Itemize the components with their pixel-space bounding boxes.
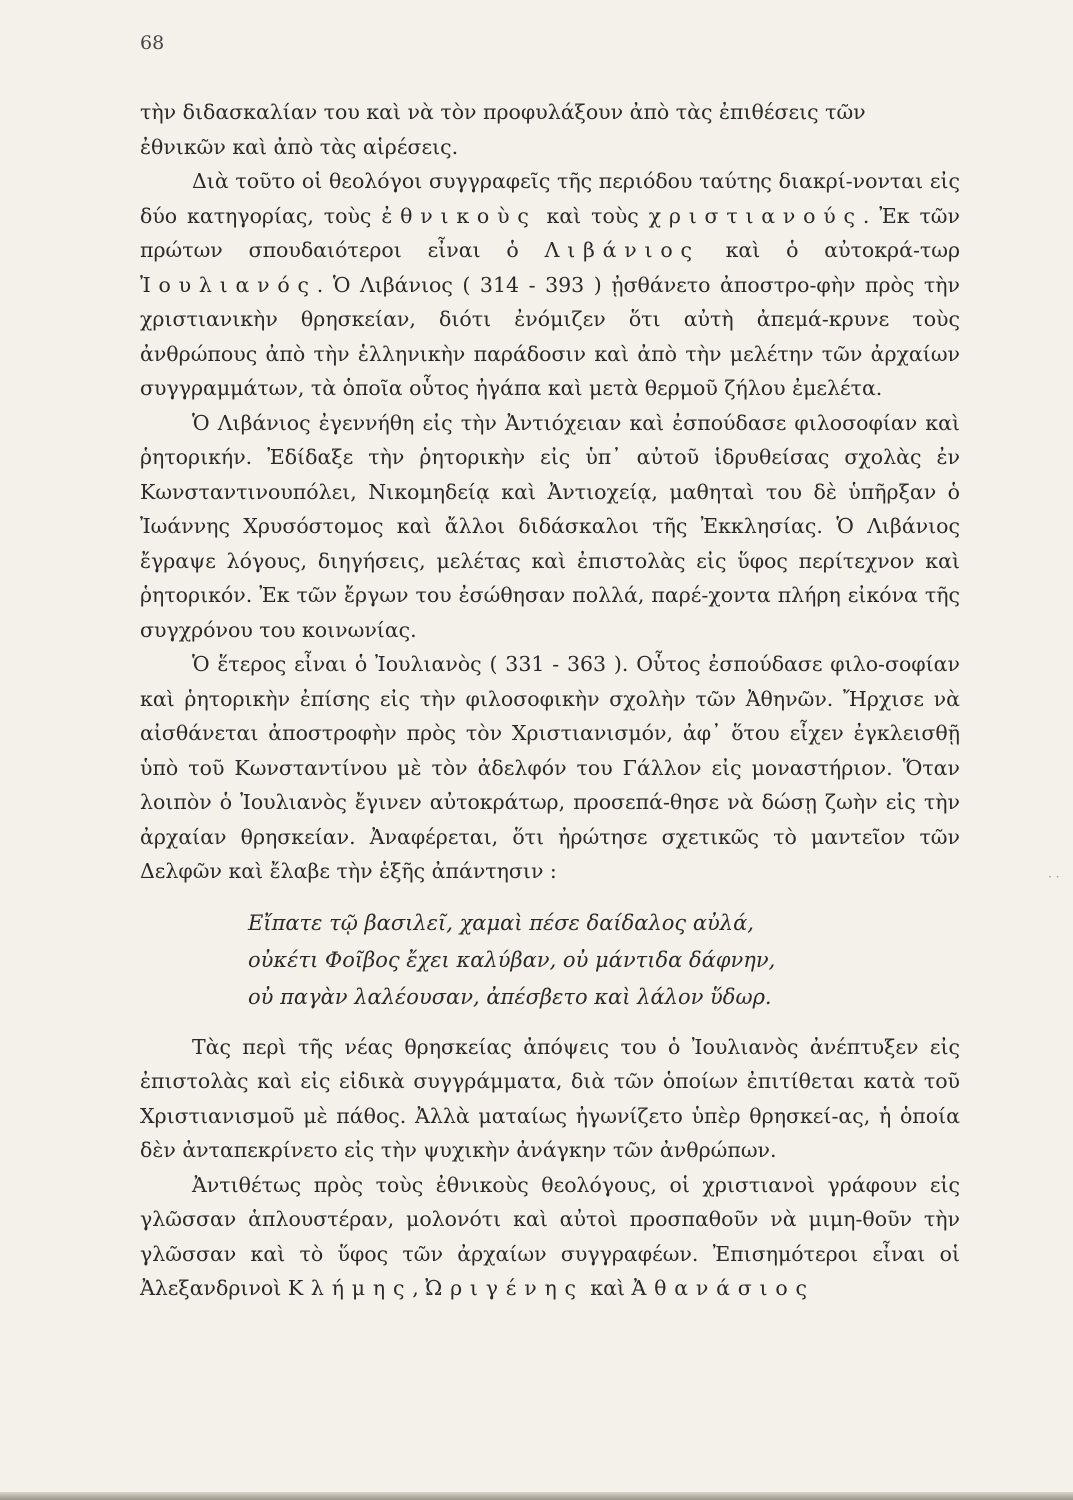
page-bottom-edge <box>0 1492 1073 1500</box>
paragraph-1-line-1: τὴν διδασκαλίαν του καὶ νὰ τὸν προφυλάξουν ἀπὸ τὰς ἐπιθέσεις τῶν <box>140 100 866 124</box>
paragraph-2 <box>140 164 960 406</box>
name-ioulianos: Ἰουλιανός <box>140 272 317 297</box>
paragraph-1 <box>140 95 960 164</box>
name-origenes: Ὠριγένης <box>425 1276 584 1300</box>
page-number: 68 <box>140 32 165 54</box>
paragraph-3: Ὁ Λιβάνιος ἐγεννήθη εἰς τὴν Ἀντιόχειαν καὶ ἐσπούδασε φιλοσοφίαν καὶ ῥητορικήν. Ἐδίδαξε τὴν ῥητορικὴν εἰς ὑπ᾽ αὐτοῦ ἱδρυθείσας σχολὰς ἐν Κωνσταντινουπόλει, Νικομηδείᾳ καὶ Ἀντιοχείᾳ, μαθηταὶ του δὲ ὑπῆρξαν ὁ Ἰωάννης Χρυσόστομος καὶ ἄλλοι διδάσκαλοι τῆς Ἐκκλησίας. Ὁ Λιβάνιος ἔγραψε λόγους, διηγήσεις, μελέτας καὶ ἐπιστολὰς εἰς ὕφος περίτεχνον καὶ ῥητορικόν. Ἐκ τῶν ἔργων του ἐσώθησαν πολλά, παρέ-χοντα πλήρη εἰκόνα τῆς συγχρόνου του κοινωνίας. <box>140 410 960 642</box>
p6-text-b: , <box>412 1276 426 1300</box>
paragraph-5: Τὰς περὶ τῆς νέας θρησκείας ἀπόψεις του ὁ Ἰουλιανὸς ἀνέπτυξεν εἰς ἐπιστολὰς καὶ εἰς εἰδικὰ συγγράμματα, διὰ τῶν ὁποίων ἐπιτίθεται κατὰ τοῦ Χριστιανισμοῦ μὲ πάθος. Ἀλλὰ ματαίως ἠγωνίζετο ὑπὲρ θρησκεί-ας, ἡ ὁποία δὲν ἀνταπεκρίνετο εἰς τὴν ψυχικὴν ἀνάγκην τῶν ἀνθρώπων. <box>140 1034 960 1162</box>
oracle-poem <box>248 905 960 1016</box>
p2-text-b: καὶ τοὺς <box>536 203 649 228</box>
p2-text-d: καὶ ὁ αὐτοκρά-τωρ <box>699 238 960 262</box>
p2-text-a: Διὰ τοῦτο οἱ θεολόγοι συγγραφεῖς τῆς περιόδου ταύτης διακρί-νονται εἰς δύο κατηγορίας, τοὺς <box>140 169 960 228</box>
name-libanios: Λιβάνιος <box>544 238 700 262</box>
name-klemes: Κλήμης <box>287 1276 413 1300</box>
term-christianous: χριστιανούς <box>648 203 863 228</box>
p2-text-c: . Ἐκ τῶν πρώτων σπουδαιότεροι εἶναι ὁ <box>140 203 960 262</box>
poem-line-2: οὐκέτι Φοῖβος ἔχει καλύβαν, οὐ μάντιδα δάφνην, <box>248 947 776 972</box>
body-text <box>140 95 960 1306</box>
paragraph-6 <box>140 1168 960 1306</box>
poem-line-1: Εἴπατε τῷ βασιλεῖ, χαμαὶ πέσε δαίδαλος αὐλά, <box>248 910 754 935</box>
margin-mark: · · <box>1048 870 1060 884</box>
p2-text-e: . Ὁ Λιβάνιος ( 314 - 393 ) ᾐσθάνετο ἀποστρο-φὴν πρὸς τὴν χριστιανικὴν θρησκείαν, διότι ἐνόμιζεν ὅτι αὐτὴ ἀπεμά-κρυνε τοὺς ἀνθρώπους ἀπὸ τὴν ἑλληνικὴν παράδοσιν καὶ ἀπὸ τὴν μελέτην τῶν ἀρχαίων συγγραμμάτων, τὰ ὁποῖα οὗτος ἠγάπα καὶ μετὰ θερμοῦ ζήλου ἐμελέτα. <box>140 272 960 400</box>
name-athanasios: Ἀθανάσιος <box>631 1276 815 1300</box>
paragraph-1-line-2: ἐθνικῶν καὶ ἀπὸ τὰς αἱρέσεις. <box>140 134 459 159</box>
poem-line-3: οὐ παγὰν λαλέουσαν, ἀπέσβετο καὶ λάλον ὕδωρ. <box>248 984 772 1009</box>
p6-text-c: καὶ <box>583 1276 632 1300</box>
paragraph-4: Ὁ ἕτερος εἶναι ὁ Ἰουλιανὸς ( 331 - 363 ). Οὗτος ἐσπούδασε φιλο-σοφίαν καὶ ῥητορικὴν ἐπίσης εἰς τὴν φιλοσοφικὴν σχολὴν τῶν Ἀθηνῶν. Ἤρχισε νὰ αἰσθάνεται ἀποστροφὴν πρὸς τὸν Χριστιανισμόν, ἀφ᾽ ὅτου εἶχεν ἐγκλεισθῇ ὑπὸ τοῦ Κωνσταντίνου μὲ τὸν ἀδελφόν του Γάλλον εἰς μοναστήριον. Ὅταν λοιπὸν ὁ Ἰουλιανὸς ἔγινεν αὐτοκράτωρ, προσεπά-θησε νὰ δώσῃ ζωὴν εἰς τὴν ἀρχαίαν θρησκείαν. Ἀναφέρεται, ὅτι ἠρώτησε σχετικῶς τὸ μαντεῖον τῶν Δελφῶν καὶ ἔλαβε τὴν ἑξῆς ἀπάντησιν : <box>140 652 960 883</box>
p6-text-a: Ἀντιθέτως πρὸς τοὺς ἐθνικοὺς θεολόγους, οἱ χριστιανοὶ γράφουν εἰς γλῶσσαν ἁπλουστέραν, μολονότι καὶ αὐτοὶ προσπαθοῦν νὰ μιμη-θοῦν τὴν γλῶσσαν καὶ τὸ ὕφος τῶν ἀρχαίων συγγραφέων. Ἐπισημότεροι εἶναι οἱ Ἀλεξανδρινοὶ <box>140 1172 960 1300</box>
term-ethnikous: ἐθνικοὺς <box>381 203 537 228</box>
